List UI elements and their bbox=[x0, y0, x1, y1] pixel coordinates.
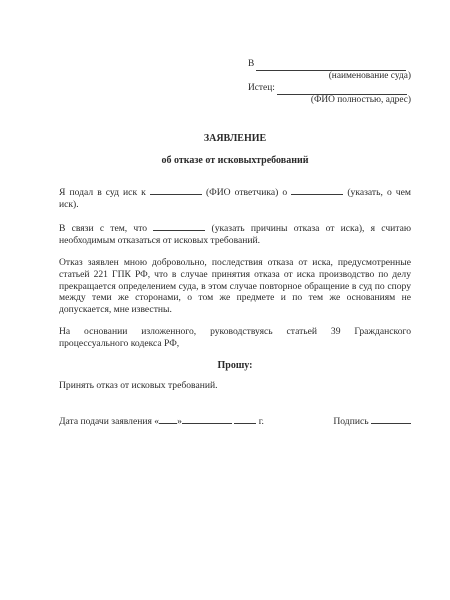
date-close: » bbox=[177, 415, 182, 427]
defendant-blank bbox=[150, 185, 202, 195]
paragraph-reason-text-1: В связи с тем, что bbox=[59, 223, 148, 235]
signature-group bbox=[333, 414, 411, 428]
reason-blank bbox=[153, 221, 205, 231]
paragraph-consequences: Отказ заявлен мною добровольно, последствия отказа от иска, предусмотренные статьей 221 ГПК РФ, что в случае принятия отказа от иска производство по делу прекращается определением суда, в этом случае повторное обращение в суд по спору между теми же сторонами, о том же предмете и по тем же основаниям не допускается, мне известны. bbox=[59, 257, 411, 315]
signature-blank bbox=[371, 414, 411, 424]
paragraph-claim-text-2: (ФИО ответчика) о bbox=[205, 187, 288, 198]
footer-row bbox=[59, 414, 411, 428]
plaintiff-blank bbox=[277, 85, 407, 95]
plaintiff-label: Истец: bbox=[248, 83, 275, 94]
plaintiff-line bbox=[248, 84, 411, 95]
month-blank bbox=[182, 414, 232, 424]
day-blank bbox=[159, 414, 177, 424]
year-blank bbox=[234, 414, 256, 424]
court-line bbox=[248, 60, 411, 71]
date-label: Дата подачи заявления « bbox=[59, 415, 160, 427]
plaintiff-caption: (ФИО полностью, адрес) bbox=[310, 95, 411, 105]
application-document bbox=[59, 60, 411, 427]
paragraph-claim bbox=[59, 185, 411, 210]
claim-subject-blank bbox=[291, 185, 343, 195]
paragraph-claim-text-3: (указать, о чем иск). bbox=[59, 187, 411, 210]
document-subtitle: об отказе от исковыхтребований bbox=[161, 155, 309, 166]
request-heading: Прошу: bbox=[217, 359, 253, 371]
court-caption: (наименование суда) bbox=[328, 71, 411, 81]
year-suffix: г. bbox=[258, 415, 264, 427]
addressee-block bbox=[248, 60, 411, 106]
date-group bbox=[59, 414, 264, 428]
to-prefix: В bbox=[248, 59, 255, 70]
paragraph-reason-text-2: (указать причины отказа от иска), я считаю необходимым отказаться от исковых требований. bbox=[59, 223, 412, 246]
document-title: ЗАЯВЛЕНИЕ bbox=[203, 133, 267, 144]
court-name-blank bbox=[256, 61, 406, 71]
request-text: Принять отказ от исковых требований. bbox=[59, 380, 218, 392]
paragraph-legal-basis: На основании изложенного, руководствуясь статьей 39 Гражданского процессуального кодекса РФ, bbox=[59, 326, 411, 349]
signature-label: Подпись bbox=[333, 415, 369, 427]
paragraph-reason bbox=[59, 221, 411, 246]
paragraph-claim-text-1: Я подал в суд иск к bbox=[59, 187, 146, 198]
